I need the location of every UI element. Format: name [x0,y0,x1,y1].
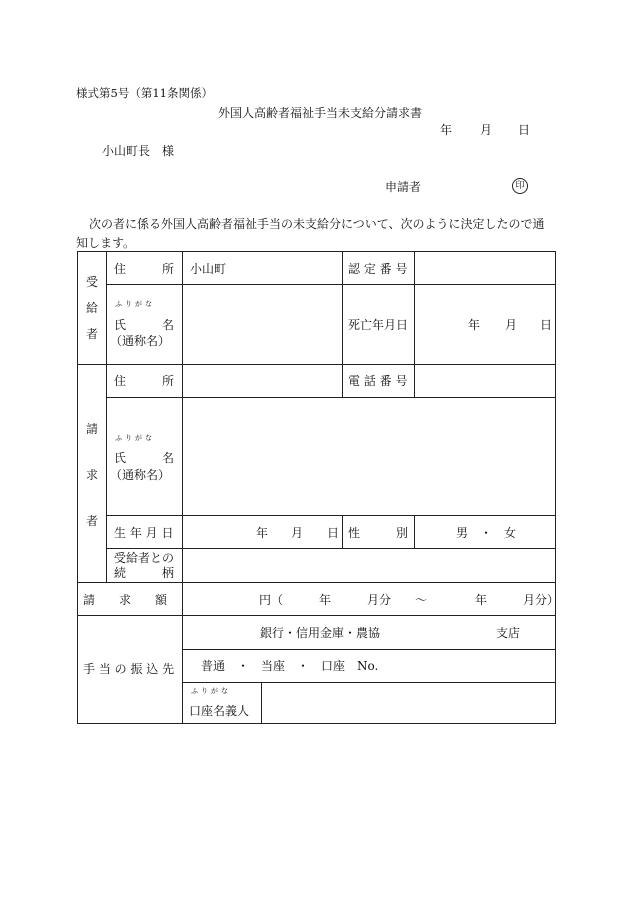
claimant-address-field[interactable] [190,371,336,389]
amount-label: 請 求 額 [83,593,168,607]
amount-value[interactable]: 円（ 年 月分 〜 年 月分） [259,593,560,607]
claimant-section-char-1: 請 [85,422,98,436]
claimant-alias-label: （通称名） [110,468,171,482]
claim-form-table [77,251,560,724]
claimant-name-label: 氏 名 [114,451,175,465]
birth-date-label: 生 年 月 日 [114,526,174,540]
death-date-label: 死亡年月日 [348,318,409,332]
recipient-name-label: 氏 名 [114,318,175,332]
death-month: 月 [505,318,518,332]
date-year: 年 [440,123,453,137]
claimant-section-char-3: 者 [85,514,98,528]
date-day: 日 [518,123,531,137]
recipient-address-label: 住 所 [114,262,175,276]
claimant-name-field[interactable] [190,405,548,507]
recipient-section-char-3: 者 [85,327,98,341]
recipient-address-value[interactable]: 小山町 [190,262,227,276]
birth-day: 日 [327,526,340,540]
cert-number-label: 認 定 番 号 [348,262,408,276]
bank-branch[interactable]: 支店 [496,626,521,640]
intro-line-1: 次の者に係る外国人高齢者福祉手当の未支給分について、次のように決定したので通 [89,217,545,231]
account-holder-field[interactable] [268,688,548,718]
account-type[interactable]: 普通 ・ 当座 ・ 口座 No. [201,659,379,673]
gender-label: 性 別 [348,526,409,540]
gender-options[interactable]: 男 ・ 女 [456,526,517,540]
phone-label: 電 話 番 号 [348,374,408,388]
claimant-section-char-2: 求 [85,468,98,482]
birth-month: 月 [291,526,304,540]
intro-line-2: 知します。 [76,236,136,250]
bank-institution[interactable]: 銀行・信用金庫・農協 [260,626,381,640]
bank-label: 手 当 の 振 込 先 [83,662,175,676]
claimant-address-label: 住 所 [114,374,175,388]
death-year: 年 [468,318,481,332]
recipient-furigana-label: ふりがな [115,300,155,308]
relation-label-line-2: 続 柄 [114,566,175,580]
submission-date [440,124,530,136]
recipient-section-char-2: 給 [85,301,98,315]
applicant-label: 申請者 [385,180,422,194]
holder-furigana-label: ふりがな [191,687,231,695]
relation-label-line-1: 受給者との [114,551,175,565]
death-day: 日 [540,318,553,332]
recipient-name-field[interactable] [190,295,336,355]
claimant-furigana-label: ふりがな [115,434,155,442]
birth-year: 年 [256,526,269,540]
cert-number-field[interactable] [422,263,548,277]
form-number: 様式第5号（第11条関係） [76,86,213,100]
document-title: 外国人高齢者福祉手当未支給分請求書 [217,106,422,120]
recipient-alias-label: （通称名） [110,334,171,348]
date-month: 月 [480,123,493,137]
relation-field[interactable] [190,553,548,575]
account-holder-label: 口座名義人 [189,704,250,718]
phone-field[interactable] [422,371,548,389]
addressee: 小山町長 様 [102,144,175,158]
seal-mark: 印 [512,178,528,194]
recipient-section-char-1: 受 [85,275,98,289]
